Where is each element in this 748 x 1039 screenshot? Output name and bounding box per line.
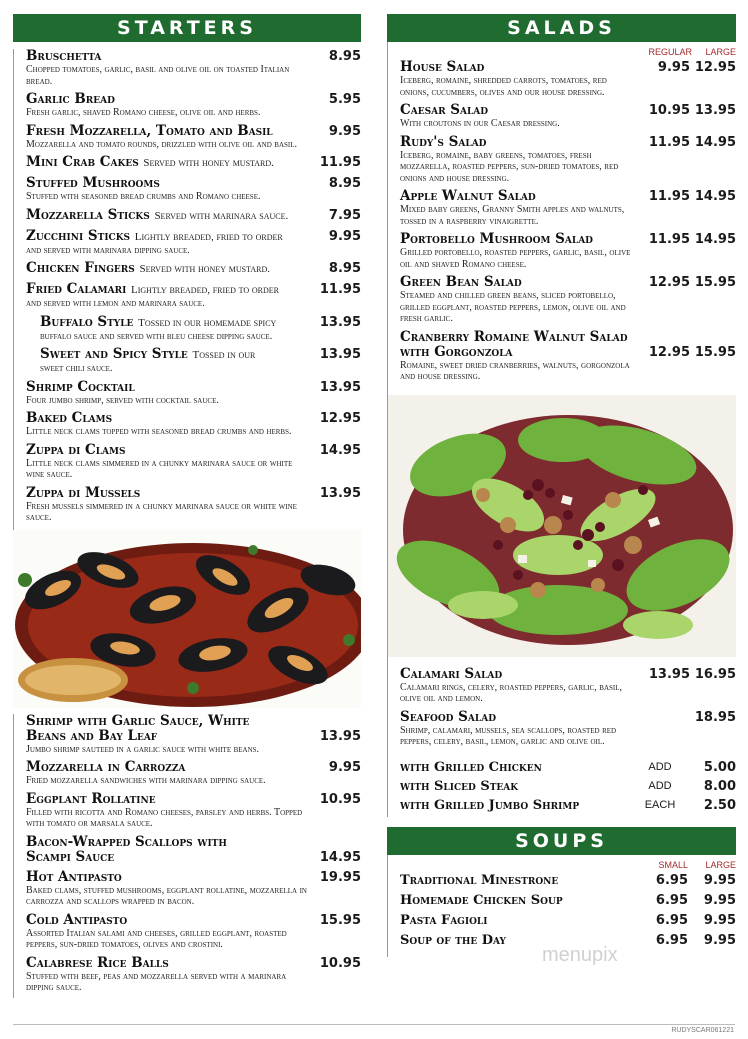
item-description: Assorted Italian salami and cheeses, grilled eggplant, roasted peppers, sun-dried tomatoes, olives and crostini.: [26, 927, 287, 950]
item-price: 10.95: [319, 791, 361, 807]
menu-item: [26, 411, 361, 438]
addon-label: EACH: [644, 799, 676, 811]
item-name: Cold Antipasto: [26, 911, 128, 928]
item-name: Homemade Chicken Soup: [400, 892, 563, 908]
addon-price: 5.00: [703, 759, 736, 775]
item-price: 13.95: [319, 485, 361, 501]
item-price-large: 9.95: [703, 912, 736, 928]
large-column-label: LARGE: [705, 47, 736, 57]
item-description: Grilled portobello, roasted peppers, garlic, basil, olive oil and shaved Romano cheese.: [400, 247, 631, 270]
item-inline-note: Served with marinara sauce.: [154, 209, 289, 222]
menu-item: [26, 956, 361, 994]
menu-item: [400, 60, 736, 98]
item-price-regular: 11.95: [648, 232, 690, 247]
salad-size-header: [400, 42, 736, 60]
soup-size-header: [400, 855, 736, 873]
addon-price: 2.50: [703, 797, 736, 813]
menu-item: [26, 870, 361, 908]
item-name: Zuppa di Mussels: [26, 484, 141, 501]
item-name: Sweet and Spicy Style Tossed in our: [40, 346, 256, 362]
menu-item: [26, 282, 361, 310]
small-column-label: SMALL: [658, 859, 688, 870]
item-price-large: 9.95: [703, 932, 736, 948]
item-description: and served with lemon and marinara sauce.: [26, 298, 205, 309]
item-price: 13.95: [319, 314, 361, 330]
item-description: Fresh garlic, shaved Romano cheese, olive oil and herbs.: [26, 107, 261, 118]
item-description: Baked clams, stuffed mushrooms, eggplant rollatine, mozzarella in carrozza and scallops wrapped in bacon.: [26, 884, 307, 907]
item-name: Traditional Minestrone: [400, 872, 559, 888]
item-price: 8.95: [328, 261, 361, 276]
item-name: Cranberry Romaine Walnut Salad with Gorgonzola: [400, 328, 628, 360]
menu-item: [26, 913, 361, 951]
item-price: 14.95: [319, 849, 361, 865]
item-name: Apple Walnut Salad: [400, 188, 536, 204]
item-name: Fried Calamari Lightly breaded, fried to order: [26, 281, 279, 297]
item-inline-note: Served with honey mustard.: [143, 157, 274, 169]
item-price: 5.95: [328, 92, 361, 107]
salad-photo: [387, 395, 736, 657]
item-price: 11.95: [319, 155, 361, 170]
item-name: Portobello Mushroom Salad: [400, 231, 593, 247]
right-column: [387, 14, 736, 957]
item-description: Shrimp, calamari, mussels, sea scallops, roasted red peppers, celery, basil, lemon, garlic and olive oil.: [400, 724, 617, 747]
soup-item: [400, 893, 736, 908]
starters-list-lower: [13, 714, 361, 998]
addon-price: 8.00: [703, 778, 736, 794]
menu-item: [26, 229, 361, 257]
item-description: With croutons in our Caesar dressing.: [400, 118, 560, 129]
item-name: Baked Clams: [26, 410, 113, 426]
item-name: Caesar Salad: [400, 102, 489, 118]
item-price-large: 14.95: [694, 134, 736, 150]
mussels-illustration: [13, 530, 361, 708]
item-price: 19.95: [319, 869, 361, 885]
item-inline-note: Served with honey mustard.: [139, 263, 270, 275]
addon-name: with Grilled Jumbo Shrimp: [400, 797, 580, 813]
item-name: Fresh Mozzarella, Tomato and Basil: [26, 122, 273, 139]
item-price-large: 9.95: [703, 892, 736, 908]
item-description: Fried mozzarella sandwiches with marinara dipping sauce.: [26, 775, 266, 786]
menu-item: [400, 710, 736, 748]
regular-column-label: REGULAR: [648, 47, 692, 57]
item-price-regular: 11.95: [648, 189, 690, 204]
item-price-regular: 11.95: [648, 134, 690, 150]
item-name: Rudy's Salad: [400, 133, 487, 150]
item-description: Stuffed with beef, peas and mozzarella served with a marinara dipping sauce.: [26, 970, 287, 993]
item-price-regular: 10.95: [648, 103, 690, 118]
item-name: Pasta Fagioli: [400, 912, 488, 928]
item-name: Green Bean Salad: [400, 274, 522, 290]
item-name: Chicken Fingers Served with honey mustard.: [26, 260, 270, 276]
item-description: Mozzarella and tomato rounds, drizzled with olive oil and basil.: [26, 138, 297, 150]
item-price: 12.95: [319, 411, 361, 426]
menu-item: [26, 176, 361, 203]
menu-item: [26, 835, 361, 865]
salad-illustration: [388, 395, 736, 657]
footer-divider: [13, 1024, 735, 1025]
menu-item: [26, 208, 361, 224]
item-price: 8.95: [328, 176, 361, 191]
item-description: Iceberg, romaine, baby greens, tomatoes, fresh mozzarella, roasted peppers, sun-dried tomatoes, red onions and house dressing.: [400, 149, 619, 184]
item-price-large: 16.95: [694, 666, 736, 682]
item-inline-note: Tossed in our: [192, 349, 256, 361]
item-price: 9.95: [328, 123, 361, 139]
salad-addon: [400, 779, 736, 794]
item-name: Stuffed Mushrooms: [26, 175, 160, 191]
watermark: menupix: [542, 944, 618, 966]
menu-item: [400, 330, 736, 383]
menu-sub-item: [26, 347, 361, 375]
salads-list: [387, 42, 736, 395]
addon-label: ADD: [648, 761, 672, 773]
item-description: Little neck clams topped with seasoned bread crumbs and herbs.: [26, 426, 292, 437]
item-price-small: 6.95: [655, 912, 688, 928]
item-price-regular: 9.95: [657, 60, 690, 75]
item-price-regular: 13.95: [648, 666, 690, 682]
menu-item: [26, 486, 361, 524]
menu-item: [26, 792, 361, 830]
item-price: 9.95: [328, 760, 361, 775]
item-name: House Salad: [400, 59, 485, 75]
starters-banner: STARTERS: [13, 14, 361, 42]
menu-item: [400, 103, 736, 130]
item-price: 7.95: [328, 207, 361, 223]
menu-item: [26, 124, 361, 151]
salad-addon: [400, 798, 736, 813]
item-price-small: 6.95: [655, 872, 688, 888]
item-description: Iceberg, romaine, shredded carrots, tomatoes, red onions, cucumbers, olives and our house dressing.: [400, 75, 607, 98]
menu-item: [400, 135, 736, 185]
item-inline-note: Lightly breaded, fried to order: [131, 284, 279, 296]
item-price: 10.95: [319, 955, 361, 971]
item-price: 8.95: [328, 49, 361, 64]
item-inline-note: Tossed in our homemade spicy: [138, 316, 277, 329]
item-price: 13.95: [319, 379, 361, 395]
item-price: 9.95: [328, 228, 361, 244]
salad-addon: [400, 760, 736, 775]
addon-label: ADD: [648, 780, 672, 792]
item-description: Jumbo shrimp sauteed in a garlic sauce with white beans.: [26, 743, 260, 755]
item-name: Mozzarella Sticks Served with marinara sauce.: [26, 206, 289, 223]
menu-item: [400, 232, 736, 270]
menu-item: [400, 667, 736, 705]
item-price-large: 9.95: [703, 872, 736, 888]
item-name: Soup of the Day: [400, 932, 506, 948]
item-name: Eggplant Rollatine: [26, 790, 156, 807]
item-price-small: 6.95: [655, 892, 688, 908]
item-description: Mixed baby greens, Granny Smith apples and walnuts, tossed in a raspberry vinaigrette.: [400, 204, 625, 227]
menu-item: [26, 760, 361, 787]
item-price: 14.95: [319, 442, 361, 458]
item-description: Stuffed with seasoned bread crumbs and Romano cheese.: [26, 191, 261, 202]
addon-name: with Sliced Steak: [400, 778, 519, 794]
menu-item: [400, 189, 736, 227]
item-name: Zucchini Sticks Lightly breaded, fried to order: [26, 227, 283, 244]
item-price-large: 15.95: [694, 344, 736, 360]
soups-banner: SOUPS: [387, 827, 736, 855]
soup-item: [400, 873, 736, 888]
menu-item: [26, 443, 361, 481]
item-price-small: 6.95: [655, 932, 688, 948]
item-name: Bacon-Wrapped Scallops with Scampi Sauce: [26, 833, 227, 865]
item-price-large: 13.95: [694, 103, 736, 118]
item-name: Bruschetta: [26, 48, 102, 64]
mussels-photo: [13, 530, 361, 708]
item-name: Seafood Salad: [400, 708, 497, 725]
item-name: Calabrese Rice Balls: [26, 954, 169, 971]
item-name: Calamari Salad: [400, 665, 503, 682]
item-name: Mozzarella in Carrozza: [26, 759, 186, 775]
item-price: 13.95: [319, 728, 361, 744]
footer-code: RUDYSCAR061221: [671, 1027, 734, 1034]
starters-list: [13, 49, 361, 530]
item-price-large: 15.95: [694, 275, 736, 290]
item-name: Garlic Bread: [26, 91, 115, 107]
item-price-regular: 12.95: [648, 275, 690, 290]
salads-list-lower: [387, 657, 736, 817]
item-price-large: 18.95: [694, 709, 736, 725]
salads-banner: SALADS: [387, 14, 736, 42]
item-price-large: 12.95: [694, 60, 736, 75]
item-inline-note: Lightly breaded, fried to order: [134, 230, 283, 243]
menu-item: [26, 380, 361, 407]
item-price-large: 14.95: [694, 189, 736, 204]
item-name: Hot Antipasto: [26, 868, 122, 885]
item-name: Shrimp with Garlic Sauce, White Beans and Bay Leaf: [26, 712, 250, 744]
item-price: 15.95: [319, 912, 361, 928]
menu-item: [26, 92, 361, 119]
item-description: Romaine, sweet dried cranberries, walnuts, gorgonzola and house dressing.: [400, 359, 630, 382]
item-name: Mini Crab Cakes Served with honey mustard.: [26, 154, 274, 170]
menu-item: [26, 155, 361, 171]
item-name: Shrimp Cocktail: [26, 378, 135, 395]
item-description: Fresh mussels simmered in a chunky marinara sauce or white wine sauce.: [26, 500, 297, 523]
menu-item: [26, 261, 361, 277]
item-description: sweet chili sauce.: [40, 363, 113, 374]
menu-item: [26, 714, 361, 756]
item-price: 13.95: [319, 347, 361, 362]
menu-item: [26, 49, 361, 87]
soups-list: [387, 855, 736, 957]
item-description: Chopped tomatoes, garlic, basil and olive oil on toasted Italian bread.: [26, 64, 290, 87]
item-price-large: 14.95: [694, 232, 736, 247]
addon-name: with Grilled Chicken: [400, 759, 542, 775]
item-price-regular: 12.95: [648, 344, 690, 360]
menu-item: [400, 275, 736, 325]
menu-sub-item: [26, 315, 361, 343]
item-name: Buffalo Style Tossed in our homemade spicy: [40, 313, 277, 330]
item-description: and served with marinara dipping sauce.: [26, 244, 190, 256]
item-name: Zuppa di Clams: [26, 441, 126, 458]
item-description: Filled with ricotta and Romano cheeses, parsley and herbs. Topped with tomato or marsala sauce.: [26, 806, 303, 829]
item-description: Steamed and chilled green beans, sliced portobello, grilled eggplant, roasted peppers, lemon, olive oil and fresh garlic.: [400, 290, 626, 324]
item-price: 11.95: [319, 282, 361, 297]
large-column-label: LARGE: [705, 859, 736, 870]
soup-item: [400, 913, 736, 928]
left-column: [13, 14, 361, 998]
item-description: Four jumbo shrimp, served with cocktail sauce.: [26, 394, 219, 406]
item-description: Calamari rings, celery, roasted peppers, garlic, basil, olive oil and lemon.: [400, 681, 623, 704]
item-description: Little neck clams simmered in a chunky marinara sauce or white wine sauce.: [26, 457, 293, 480]
item-description: buffalo sauce and served with bleu cheese dipping sauce.: [40, 330, 273, 342]
